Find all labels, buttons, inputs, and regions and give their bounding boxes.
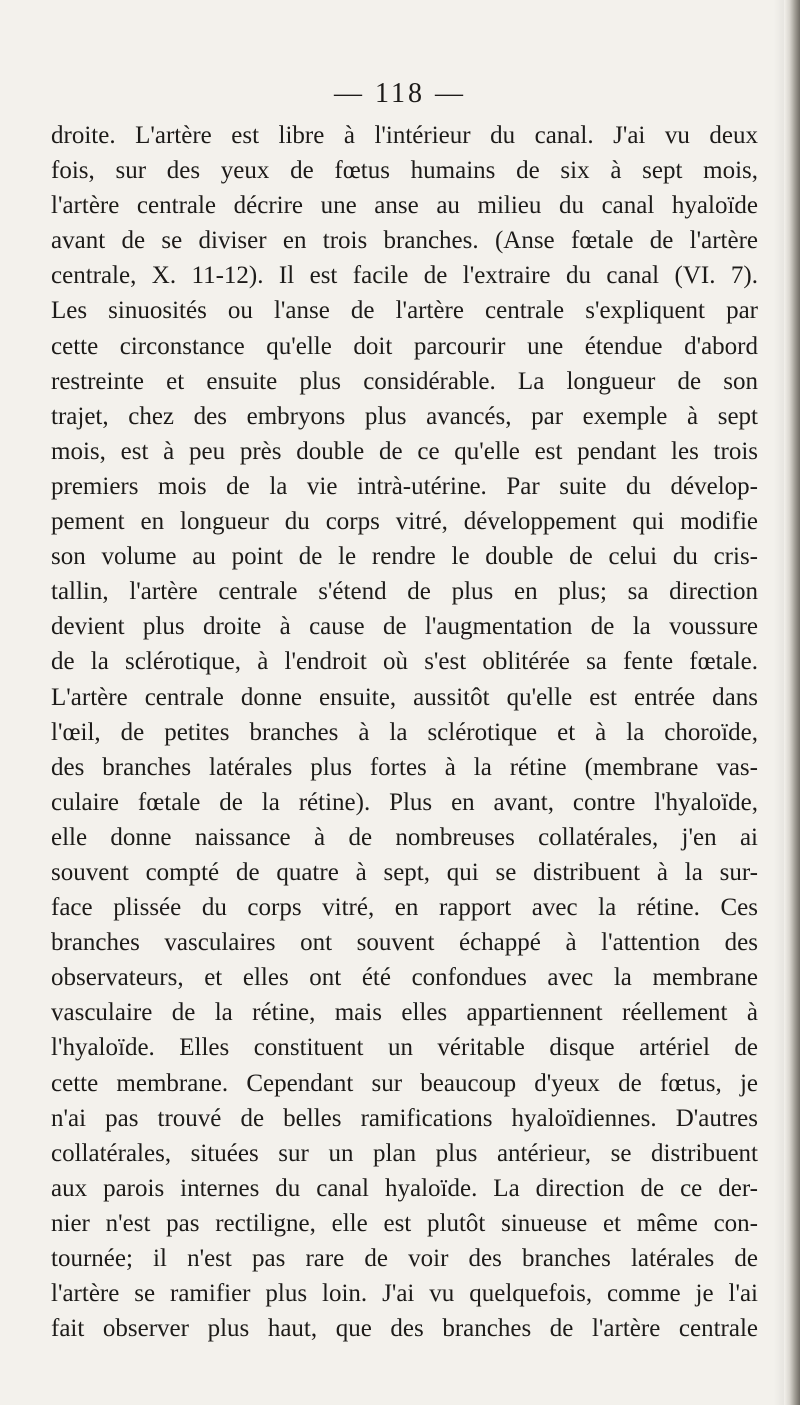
text-line: elle donne naissance à de nombreuses collatérales, j'en ai bbox=[51, 823, 758, 851]
text-line: des branches latérales plus fortes à la rétine (membrane vas- bbox=[51, 753, 758, 781]
page-edge bbox=[784, 0, 800, 1405]
text-line: vasculaire de la rétine, mais elles appartiennent réellement à bbox=[51, 999, 758, 1027]
text-line: son volume au point de le rendre le double de celui du cris- bbox=[51, 543, 758, 571]
text-line: tallin, l'artère centrale s'étend de plus en plus; sa direction bbox=[51, 578, 758, 606]
text-line: aux parois internes du canal hyaloïde. La direction de ce der- bbox=[51, 1174, 758, 1202]
text-line: trajet, chez des embryons plus avancés, par exemple à sept bbox=[51, 402, 758, 430]
text-line: n'ai pas trouvé de belles ramifications hyaloïdiennes. D'autres bbox=[51, 1104, 758, 1132]
text-line: premiers mois de la vie intrà-utérine. Par suite du dévelop- bbox=[51, 472, 758, 500]
text-line: culaire fœtale de la rétine). Plus en avant, contre l'hyaloïde, bbox=[51, 788, 758, 816]
text-line: restreinte et ensuite plus considérable. La longueur de son bbox=[51, 367, 758, 395]
text-line: mois, est à peu près double de ce qu'elle est pendant les trois bbox=[51, 437, 758, 465]
text-line: collatérales, situées sur un plan plus antérieur, se distribuent bbox=[51, 1139, 758, 1167]
text-line: l'artère se ramifier plus loin. J'ai vu quelquefois, comme je l'ai bbox=[51, 1280, 758, 1308]
page-edge-shadow bbox=[774, 0, 784, 1405]
text-line: centrale, X. 11-12). Il est facile de l'extraire du canal (VI. 7). bbox=[51, 262, 758, 290]
text-line: observateurs, et elles ont été confondues avec la membrane bbox=[51, 964, 758, 992]
text-line: l'œil, de petites branches à la sclérotique et à la choroïde, bbox=[51, 718, 758, 746]
text-line: l'hyaloïde. Elles constituent un véritable disque artériel de bbox=[51, 1034, 758, 1062]
text-line: devient plus droite à cause de l'augmentation de la voussure bbox=[51, 613, 758, 641]
text-line: cette membrane. Cependant sur beaucoup d'yeux de fœtus, je bbox=[51, 1069, 758, 1097]
text-line: avant de se diviser en trois branches. (Anse fœtale de l'artère bbox=[51, 227, 758, 255]
body-text bbox=[51, 118, 758, 1346]
text-line: L'artère centrale donne ensuite, aussitôt qu'elle est entrée dans bbox=[51, 683, 758, 711]
text-line: nier n'est pas rectiligne, elle est plutôt sinueuse et même con- bbox=[51, 1209, 758, 1237]
text-line: fait observer plus haut, que des branches de l'artère centrale bbox=[51, 1315, 758, 1343]
text-line: droite. L'artère est libre à l'intérieur du canal. J'ai vu deux bbox=[51, 122, 758, 149]
text-line: pement en longueur du corps vitré, développement qui modifie bbox=[51, 508, 758, 536]
text-line: tournée; il n'est pas rare de voir des branches latérales de bbox=[51, 1245, 758, 1272]
text-line: l'artère centrale décrire une anse au milieu du canal hyaloïde bbox=[51, 192, 758, 220]
text-line: fois, sur des yeux de fœtus humains de six à sept mois, bbox=[51, 157, 758, 185]
text-line: de la sclérotique, à l'endroit où s'est oblitérée sa fente fœtale. bbox=[51, 648, 758, 676]
text-line: face plissée du corps vitré, en rapport avec la rétine. Ces bbox=[51, 894, 758, 922]
text-line: cette circonstance qu'elle doit parcourir une étendue d'abord bbox=[51, 332, 758, 360]
text-line: souvent compté de quatre à sept, qui se distribuent à la sur- bbox=[51, 858, 758, 886]
page-number-header: — 118 — bbox=[334, 78, 466, 109]
text-line: Les sinuosités ou l'anse de l'artère centrale s'expliquent par bbox=[51, 297, 758, 325]
text-line: branches vasculaires ont souvent échappé à l'attention des bbox=[51, 929, 758, 957]
